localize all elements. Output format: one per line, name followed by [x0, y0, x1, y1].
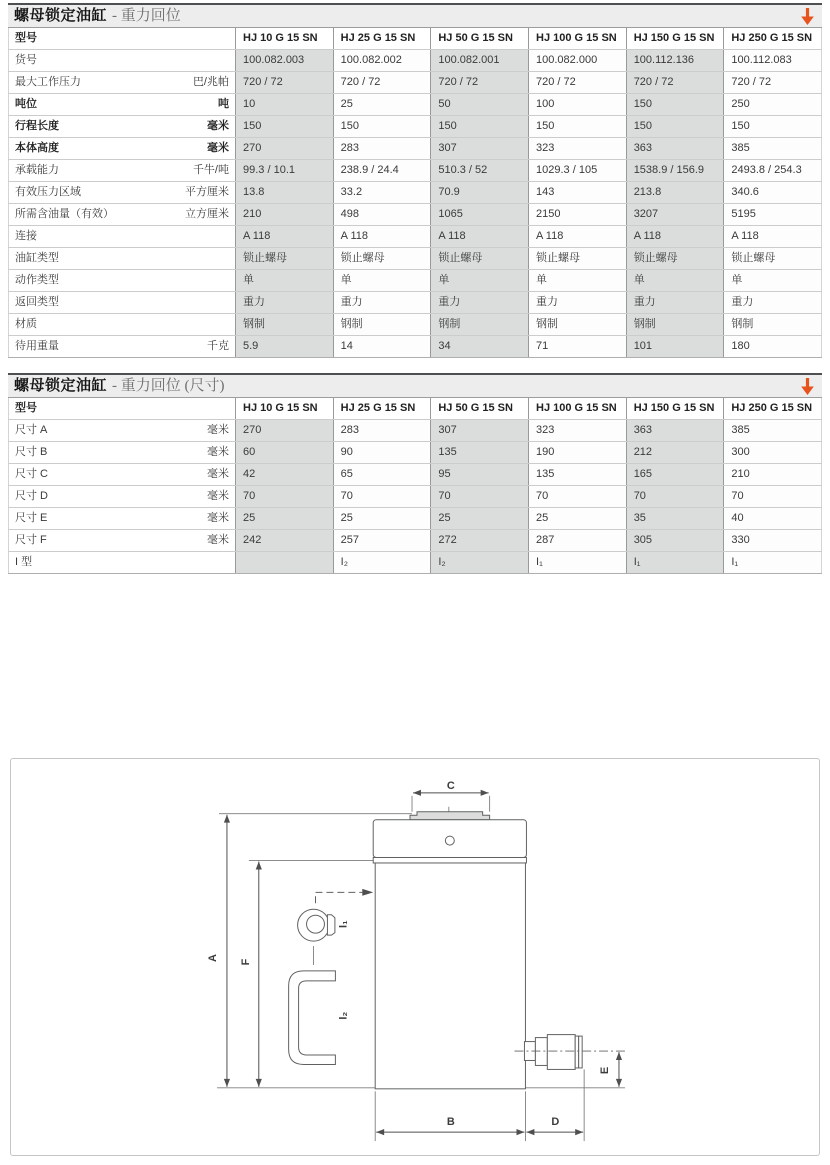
- cell-value: 510.3 / 52: [430, 160, 528, 181]
- cell-value: 65: [333, 464, 431, 485]
- cell-value: 25: [333, 94, 431, 115]
- cell-value: 330: [723, 530, 822, 551]
- row-unit: 吨: [218, 98, 229, 110]
- row-label-cell: [8, 248, 235, 269]
- cell-value: 70: [528, 486, 626, 507]
- cell-value: 150: [430, 116, 528, 137]
- cell-value: 99.3 / 10.1: [235, 160, 333, 181]
- cell-value: I₁: [528, 552, 626, 573]
- cell-value: 13.8: [235, 182, 333, 203]
- row-label: 尺寸 C: [15, 468, 48, 480]
- cell-value: 150: [333, 116, 431, 137]
- model-column-header: HJ 150 G 15 SN: [626, 398, 724, 419]
- model-column-header: HJ 250 G 15 SN: [723, 398, 822, 419]
- cell-value: 锁止螺母: [235, 248, 333, 269]
- row-unit: 毫米: [207, 142, 229, 154]
- model-column-header: HJ 25 G 15 SN: [333, 28, 431, 49]
- cell-value: 720 / 72: [626, 72, 724, 93]
- model-column-header: HJ 50 G 15 SN: [430, 398, 528, 419]
- cell-value: 283: [333, 138, 431, 159]
- table2-title-main: 螺母锁定油缸: [14, 377, 108, 394]
- table1-title-bar: [8, 3, 822, 28]
- row-label: 尺寸 A: [15, 424, 48, 436]
- table-row: [8, 204, 822, 226]
- row-label: 尺寸 F: [15, 534, 47, 546]
- cell-value: 2150: [528, 204, 626, 225]
- cell-value: 250: [723, 94, 822, 115]
- cell-value: 100: [528, 94, 626, 115]
- row-label-cell: [8, 420, 235, 441]
- cell-value: 25: [333, 508, 431, 529]
- table-row: [8, 486, 822, 508]
- model-header-label: 型号: [8, 398, 235, 419]
- cell-value: 257: [333, 530, 431, 551]
- cell-value: 25: [528, 508, 626, 529]
- dim-label-c: C: [446, 779, 455, 792]
- cell-value: 1538.9 / 156.9: [626, 160, 724, 181]
- row-label-cell: [8, 508, 235, 529]
- cell-value: 5.9: [235, 336, 333, 357]
- row-unit: 毫米: [207, 534, 229, 546]
- cell-value: 锁止螺母: [528, 248, 626, 269]
- row-label: 油缸类型: [15, 252, 59, 264]
- row-label: 吨位: [15, 98, 37, 110]
- row-label: 返回类型: [15, 296, 59, 308]
- cell-value: 300: [723, 442, 822, 463]
- row-label-cell: [8, 72, 235, 93]
- row-label-cell: [8, 292, 235, 313]
- model-column-header: HJ 25 G 15 SN: [333, 398, 431, 419]
- row-label-cell: [8, 442, 235, 463]
- cell-value: 720 / 72: [528, 72, 626, 93]
- row-label-cell: [8, 182, 235, 203]
- row-label-cell: [8, 160, 235, 181]
- cell-value: 150: [235, 116, 333, 137]
- cylinder-dimension-diagram: [10, 758, 820, 1156]
- row-label-cell: [8, 552, 235, 573]
- down-arrow-glyph: [800, 377, 815, 396]
- row-label: 动作类型: [15, 274, 59, 286]
- table-row: [8, 226, 822, 248]
- cell-value: 363: [626, 420, 724, 441]
- cell-value: 720 / 72: [723, 72, 822, 93]
- row-label: I 型: [15, 556, 33, 568]
- cell-value: 70: [235, 486, 333, 507]
- cell-value: 385: [723, 420, 822, 441]
- table-row: [8, 248, 822, 270]
- cell-value: 单: [723, 270, 822, 291]
- table-row: [8, 314, 822, 336]
- cell-value: 287: [528, 530, 626, 551]
- row-label: 尺寸 E: [15, 512, 48, 524]
- cell-value: 210: [235, 204, 333, 225]
- row-unit: 毫米: [207, 446, 229, 458]
- cell-value: 重力: [528, 292, 626, 313]
- row-label-cell: [8, 204, 235, 225]
- cell-value: 5195: [723, 204, 822, 225]
- cell-value: [235, 552, 333, 573]
- row-unit: 千克: [207, 340, 229, 352]
- cell-value: 70: [626, 486, 724, 507]
- row-label: 尺寸 D: [15, 490, 48, 502]
- row-label-cell: [8, 270, 235, 291]
- table-row: [8, 94, 822, 116]
- cell-value: 363: [626, 138, 724, 159]
- cell-value: 180: [723, 336, 822, 357]
- table2-grid: [8, 398, 822, 574]
- cell-value: 35: [626, 508, 724, 529]
- cell-value: I₁: [626, 552, 724, 573]
- model-column-header: HJ 150 G 15 SN: [626, 28, 724, 49]
- row-label-cell: [8, 226, 235, 247]
- cell-value: A 118: [430, 226, 528, 247]
- model-header-label: 型号: [8, 28, 235, 49]
- table-row: [8, 116, 822, 138]
- row-label: 承载能力: [15, 164, 59, 176]
- cell-value: 33.2: [333, 182, 431, 203]
- row-unit: 毫米: [207, 490, 229, 502]
- table-row: [8, 182, 822, 204]
- cell-value: 340.6: [723, 182, 822, 203]
- cell-value: 135: [430, 442, 528, 463]
- cell-value: 重力: [626, 292, 724, 313]
- cell-value: 70: [430, 486, 528, 507]
- table-row: [8, 138, 822, 160]
- part-label-i1: I₁: [337, 920, 350, 928]
- table1-title-sub: - 重力回位: [112, 8, 181, 24]
- cell-value: 283: [333, 420, 431, 441]
- row-unit: 毫米: [207, 468, 229, 480]
- table-row: [8, 160, 822, 182]
- cell-value: 锁止螺母: [723, 248, 822, 269]
- cell-value: 720 / 72: [333, 72, 431, 93]
- cell-value: 34: [430, 336, 528, 357]
- row-unit: 毫米: [207, 512, 229, 524]
- cell-value: 212: [626, 442, 724, 463]
- cell-value: 100.082.000: [528, 50, 626, 71]
- cell-value: 100.082.002: [333, 50, 431, 71]
- cell-value: 210: [723, 464, 822, 485]
- row-label: 材质: [15, 318, 37, 330]
- cell-value: 150: [723, 116, 822, 137]
- table-row: [8, 508, 822, 530]
- down-arrow-icon[interactable]: [800, 7, 815, 26]
- table-row: [8, 336, 822, 358]
- cell-value: A 118: [333, 226, 431, 247]
- cell-value: A 118: [723, 226, 822, 247]
- row-label: 有效压力区域: [15, 186, 81, 198]
- cell-value: 锁止螺母: [333, 248, 431, 269]
- table1-title-main: 螺母锁定油缸: [14, 7, 108, 24]
- down-arrow-icon[interactable]: [800, 377, 815, 396]
- cell-value: 135: [528, 464, 626, 485]
- table1-grid: [8, 28, 822, 358]
- cell-value: 60: [235, 442, 333, 463]
- cell-value: A 118: [235, 226, 333, 247]
- row-unit: 毫米: [207, 424, 229, 436]
- cell-value: 100.112.136: [626, 50, 724, 71]
- cell-value: 2493.8 / 254.3: [723, 160, 822, 181]
- row-label: 尺寸 B: [15, 446, 48, 458]
- cell-value: 190: [528, 442, 626, 463]
- cell-value: 单: [430, 270, 528, 291]
- row-label-cell: [8, 464, 235, 485]
- cell-value: 重力: [235, 292, 333, 313]
- cell-value: 70: [723, 486, 822, 507]
- cell-value: I₁: [723, 552, 822, 573]
- cell-value: 1029.3 / 105: [528, 160, 626, 181]
- dim-label-b: B: [446, 1116, 455, 1129]
- model-column-header: HJ 10 G 15 SN: [235, 398, 333, 419]
- cell-value: 重力: [333, 292, 431, 313]
- part-label-i2: I₂: [337, 1011, 350, 1020]
- row-unit: 立方厘米: [185, 208, 229, 220]
- row-label-cell: [8, 138, 235, 159]
- cell-value: 100.082.001: [430, 50, 528, 71]
- cell-value: 150: [626, 116, 724, 137]
- cylinder-drawing: [11, 759, 819, 1155]
- table-row: [8, 420, 822, 442]
- cell-value: 498: [333, 204, 431, 225]
- cell-value: 143: [528, 182, 626, 203]
- row-label: 本体高度: [15, 142, 59, 154]
- cell-value: 323: [528, 138, 626, 159]
- specs-table-performance: [8, 3, 822, 358]
- cell-value: 25: [235, 508, 333, 529]
- row-label: 所需含油量（有效）: [15, 208, 114, 220]
- cell-value: 40: [723, 508, 822, 529]
- cell-value: 272: [430, 530, 528, 551]
- cell-value: 720 / 72: [430, 72, 528, 93]
- cell-value: 95: [430, 464, 528, 485]
- row-unit: 平方厘米: [185, 186, 229, 198]
- cell-value: 150: [626, 94, 724, 115]
- model-column-header: HJ 10 G 15 SN: [235, 28, 333, 49]
- cell-value: 70.9: [430, 182, 528, 203]
- cell-value: 单: [528, 270, 626, 291]
- table2-title: [14, 378, 225, 394]
- row-label-cell: [8, 486, 235, 507]
- table-row: [8, 270, 822, 292]
- cell-value: 重力: [430, 292, 528, 313]
- table-row: [8, 552, 822, 574]
- table-row: [8, 442, 822, 464]
- cell-value: 锁止螺母: [626, 248, 724, 269]
- cell-value: 270: [235, 138, 333, 159]
- cell-value: 101: [626, 336, 724, 357]
- row-label: 行程长度: [15, 120, 59, 132]
- table-row: [8, 530, 822, 552]
- cell-value: 242: [235, 530, 333, 551]
- down-arrow-glyph: [800, 7, 815, 26]
- specs-table-dimensions: [8, 373, 822, 574]
- table-row: [8, 292, 822, 314]
- model-column-header: HJ 100 G 15 SN: [528, 28, 626, 49]
- cell-value: 100.112.083: [723, 50, 822, 71]
- cell-value: 165: [626, 464, 724, 485]
- cell-value: I₂: [430, 552, 528, 573]
- cell-value: 720 / 72: [235, 72, 333, 93]
- cell-value: 25: [430, 508, 528, 529]
- row-label: 待用重量: [15, 340, 59, 352]
- row-label-cell: [8, 116, 235, 137]
- table-header-row: [8, 28, 822, 50]
- cell-value: 单: [626, 270, 724, 291]
- dim-label-d: D: [551, 1116, 560, 1129]
- row-label-cell: [8, 94, 235, 115]
- cell-value: 42: [235, 464, 333, 485]
- cell-value: 钢制: [528, 314, 626, 335]
- cell-value: A 118: [626, 226, 724, 247]
- row-label-cell: [8, 50, 235, 71]
- cell-value: 钢制: [626, 314, 724, 335]
- cell-value: 钢制: [333, 314, 431, 335]
- cell-value: 307: [430, 420, 528, 441]
- cell-value: 150: [528, 116, 626, 137]
- row-unit: 毫米: [207, 120, 229, 132]
- table2-title-sub: - 重力回位 (尺寸): [112, 378, 225, 394]
- cell-value: 单: [235, 270, 333, 291]
- cell-value: 323: [528, 420, 626, 441]
- row-label: 货号: [15, 54, 37, 66]
- row-label: 连接: [15, 230, 37, 242]
- model-column-header: HJ 250 G 15 SN: [723, 28, 822, 49]
- cell-value: 213.8: [626, 182, 724, 203]
- cell-value: 238.9 / 24.4: [333, 160, 431, 181]
- dim-label-e: E: [599, 1066, 612, 1075]
- cell-value: 钢制: [723, 314, 822, 335]
- cell-value: 270: [235, 420, 333, 441]
- row-label-cell: [8, 314, 235, 335]
- table-row: [8, 72, 822, 94]
- row-unit: 千牛/吨: [192, 164, 229, 176]
- cell-value: 71: [528, 336, 626, 357]
- cell-value: 钢制: [235, 314, 333, 335]
- row-unit: 巴/兆帕: [192, 76, 229, 88]
- dim-label-a: A: [207, 954, 220, 962]
- table1-title: [14, 8, 181, 24]
- cell-value: 90: [333, 442, 431, 463]
- model-column-header: HJ 50 G 15 SN: [430, 28, 528, 49]
- table-header-row: [8, 398, 822, 420]
- model-column-header: HJ 100 G 15 SN: [528, 398, 626, 419]
- cell-value: 385: [723, 138, 822, 159]
- cell-value: 锁止螺母: [430, 248, 528, 269]
- dim-label-f: F: [239, 958, 252, 966]
- table-row: [8, 464, 822, 486]
- cell-value: 单: [333, 270, 431, 291]
- cell-value: 305: [626, 530, 724, 551]
- table-row: [8, 50, 822, 72]
- cell-value: 100.082.003: [235, 50, 333, 71]
- cell-value: 重力: [723, 292, 822, 313]
- row-label: 最大工作压力: [15, 76, 81, 88]
- cell-value: 307: [430, 138, 528, 159]
- cell-value: I₂: [333, 552, 431, 573]
- cell-value: 70: [333, 486, 431, 507]
- cell-value: A 118: [528, 226, 626, 247]
- cell-value: 50: [430, 94, 528, 115]
- cell-value: 钢制: [430, 314, 528, 335]
- row-label-cell: [8, 530, 235, 551]
- table2-title-bar: [8, 373, 822, 398]
- cell-value: 1065: [430, 204, 528, 225]
- row-label-cell: [8, 336, 235, 357]
- cell-value: 3207: [626, 204, 724, 225]
- cell-value: 14: [333, 336, 431, 357]
- cell-value: 10: [235, 94, 333, 115]
